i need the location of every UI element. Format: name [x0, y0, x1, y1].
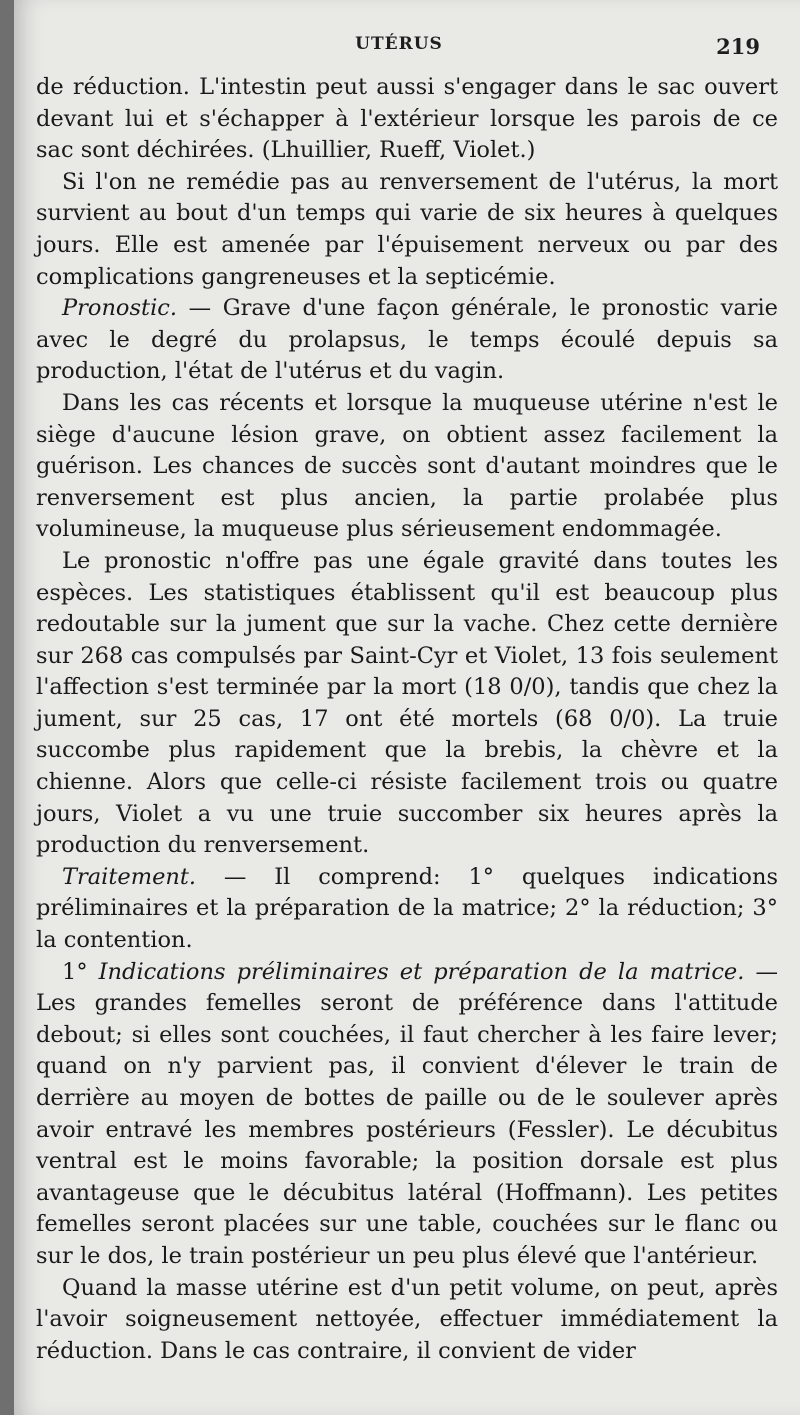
book-page	[14, 0, 800, 1415]
body-text	[36, 72, 778, 1367]
paragraph-text: Dans les cas récents et lorsque la muqueuse utérine n'est le siège d'aucune lésion grave, on obtient assez facilement la guérison. Les chances de succès sont d'autant moindres que le renversement est plus ancien, la partie prolabée plus volumineuse, la muqueuse plus sérieusement endommagée.	[36, 389, 778, 543]
running-title: UTÉRUS	[355, 34, 443, 54]
paragraph-recent-cases	[36, 388, 778, 546]
paragraph-indications	[36, 957, 778, 1273]
section-heading: Traitement.	[62, 863, 197, 890]
page-header	[38, 34, 760, 60]
paragraph-text: — Grave d'une façon générale, le pronostic varie avec le degré du prolapsus, le temps écoulé depuis sa production, l'état de l'utérus et du vagin.	[36, 295, 778, 385]
paragraph-text: — Il comprend: 1° quelques indications préliminaires et la préparation de la matrice; 2° la réduction; 3° la contention.	[36, 863, 778, 954]
paragraph-text: Quand la masse utérine est d'un petit volume, on peut, après l'avoir soigneusement nettoyée, effectuer immédiatement la réduction. Dans le cas contraire, il convient de vider	[36, 1274, 778, 1364]
paragraph-text: de réduction. L'intestin peut aussi s'engager dans le sac ouvert devant lui et s'échapper à l'extérieur lorsque les parois de ce sac sont déchirées. (Lhuillier, Rueff, Violet.)	[36, 74, 778, 164]
page-number: 219	[716, 34, 760, 59]
paragraph-pronostic	[36, 293, 778, 388]
paragraph-text: Si l'on ne remédie pas au renversement de l'utérus, la mort survient au bout d'un temps qui varie de six heures à quelques jours. Elle est amenée par l'épuisement nerveux ou par des complications gangreneuses et la septicémie.	[36, 168, 778, 290]
paragraph-traitement	[36, 862, 778, 957]
subsection-heading: Indications préliminaires et préparation de la matrice.	[98, 958, 745, 985]
paragraph-continuation	[36, 72, 778, 167]
paragraph-reduction	[36, 1273, 778, 1368]
section-heading: Pronostic.	[62, 295, 178, 322]
paragraph-statistics	[36, 546, 778, 862]
paragraph-mortality	[36, 167, 778, 293]
item-number: 1°	[62, 958, 99, 985]
paragraph-text: Le pronostic n'offre pas une égale gravité dans toutes les espèces. Les statistiques établissent qu'il est beaucoup plus redoutable sur la jument que sur la vache. Chez cette dernière sur 268 cas compulsés par Saint-Cyr et Violet, 13 fois seulement l'affection s'est terminée par la mort (18 0/0), tandis que chez la jument, sur 25 cas, 17 ont été mortels (68 0/0). La truie succombe plus rapidement que la brebis, la chèvre et la chienne. Alors que celle-ci résiste facilement trois ou quatre jours, Violet a vu une truie succomber six heures après la production du renversement.	[36, 547, 778, 859]
paragraph-text: — Les grandes femelles seront de préférence dans l'attitude debout; si elles sont couchées, il faut chercher à les faire lever; quand on n'y parvient pas, il convient d'élever le train de derrière au moyen de bottes de paille ou de le soulever après avoir entravé les membres postérieurs (Fessler). Le décubitus ventral est le moins favorable; la position dorsale est plus avantageuse que le décubitus latéral (Hoffmann). Les petites femelles seront placées sur une table, couchées sur le flanc ou sur le dos, le train postérieur un peu plus élevé que l'antérieur.	[36, 958, 778, 1269]
